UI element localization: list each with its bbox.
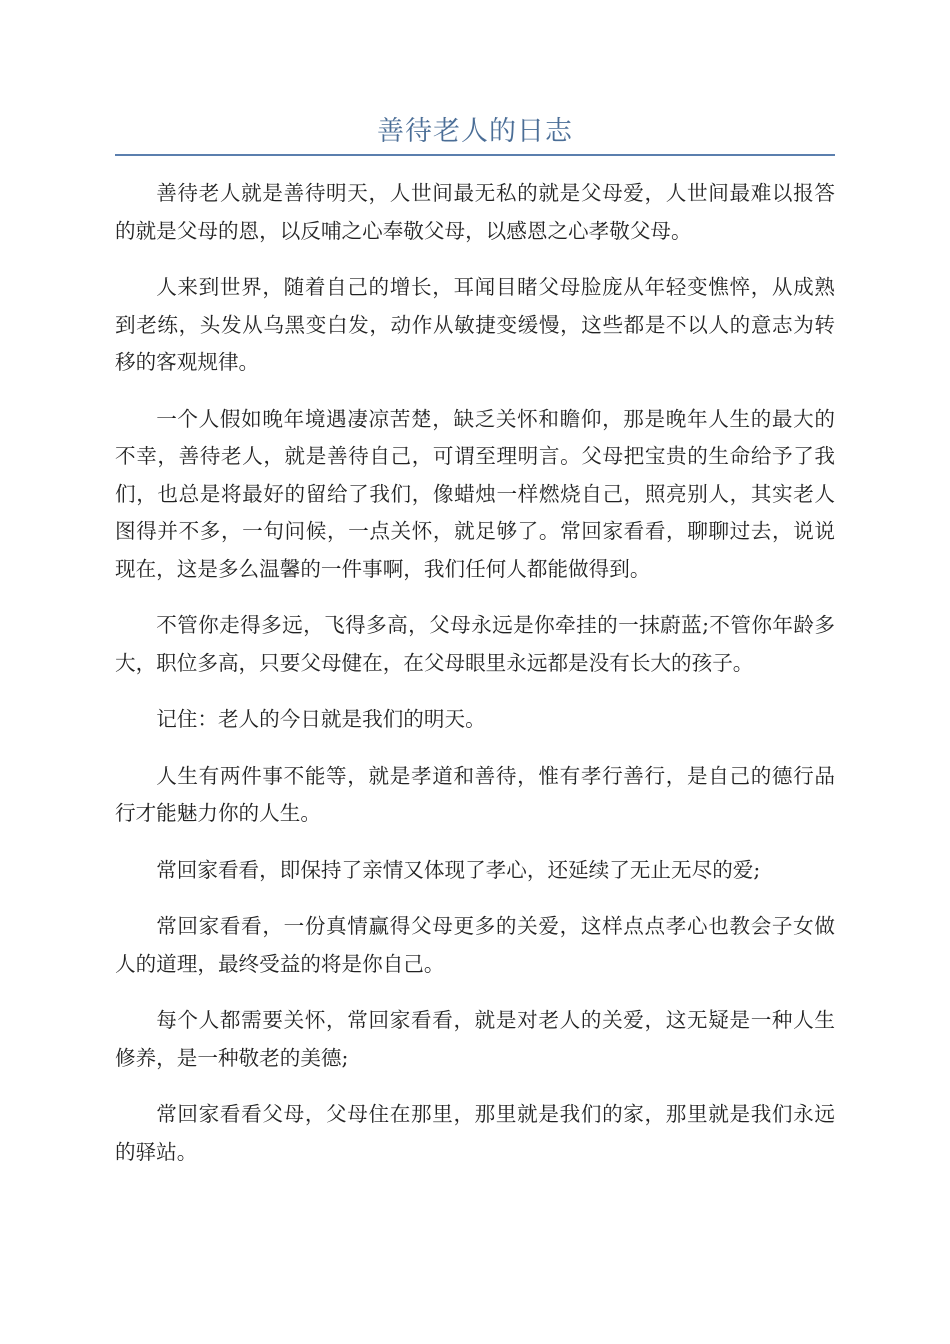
- paragraph-7: 常回家看看，即保持了亲情又体现了孝心，还延续了无止无尽的爱;: [156, 857, 761, 882]
- paragraph-10: 常回家看看父母，父母住在那里，那里就是我们的家，那里就是我们永远的驿站。: [115, 1102, 835, 1164]
- paragraph-6: 人生有两件事不能等，就是孝道和善待，惟有孝行善行，是自己的德行品行才能魅力你的人生。: [115, 763, 835, 825]
- paragraph-1: 善待老人就是善待明天，人世间最无私的就是父母爱，人世间最难以报答的就是父母的恩，以反哺之心奉敬父母，以感恩之心孝敬父母。: [115, 181, 835, 243]
- document-body: [115, 175, 835, 1190]
- paragraph-9: 每个人都需要关怀，常回家看看，就是对老人的关爱，这无疑是一种人生修养，是一种敬老的美德;: [115, 1008, 835, 1070]
- paragraph-3: 一个人假如晚年境遇凄凉苦楚，缺乏关怀和瞻仰，那是晚年人生的最大的不幸，善待老人，就是善待自己，可谓至理明言。父母把宝贵的生命给予了我们，也总是将最好的留给了我们，像蜡烛一样燃烧自己，照亮别人，其实老人图得并不多，一句问候，一点关怀，就足够了。常回家看看，聊聊过去，说说现在，这是多么温馨的一件事啊，我们任何人都能做得到。: [115, 406, 835, 581]
- paragraph-4: 不管你走得多远，飞得多高，父母永远是你牵挂的一抹蔚蓝;不管你年龄多大，职位多高，只要父母健在，在父母眼里永远都是没有长大的孩子。: [115, 613, 835, 675]
- title-underline: [115, 154, 835, 156]
- paragraph-2: 人来到世界，随着自己的增长，耳闻目睹父母脸庞从年轻变憔悴，从成熟到老练，头发从乌黑变白发，动作从敏捷变缓慢，这些都是不以人的意志为转移的客观规律。: [115, 275, 835, 374]
- paragraph-8: 常回家看看，一份真情赢得父母更多的关爱，这样点点孝心也教会子女做人的道理，最终受益的将是你自己。: [115, 914, 835, 976]
- paragraph-5: 记住：老人的今日就是我们的明天。: [156, 707, 486, 731]
- document-title: 善待老人的日志: [377, 116, 573, 147]
